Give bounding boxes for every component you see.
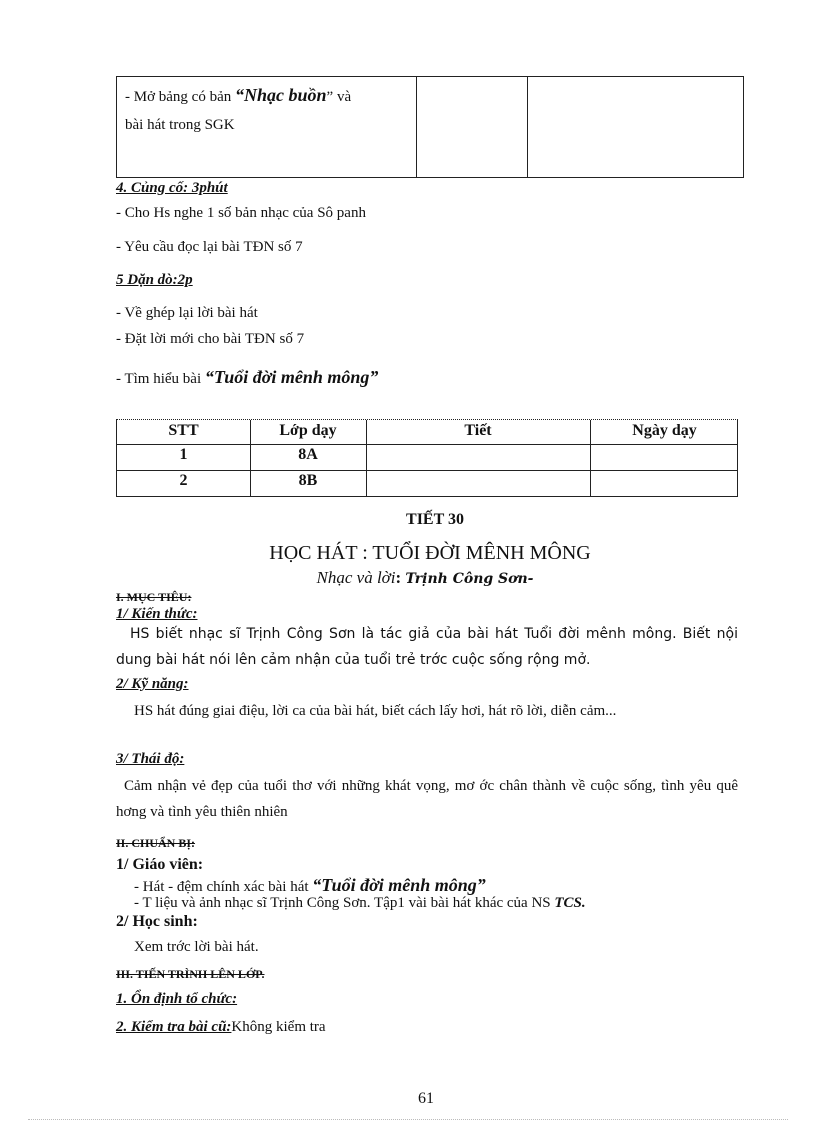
list-item: - Đặt lời mới cho bài TĐN số 7 [116, 331, 305, 347]
song-title: “Tuổi đời mênh mông” [204, 367, 379, 387]
section-5-heading: 5 Dặn dò:2p [116, 272, 193, 288]
footer-divider [28, 1119, 788, 1120]
table-header: Lớp dạy [279, 422, 337, 439]
student-heading: 2/ Học sinh: [116, 913, 198, 930]
objectives-heading: I. MỤC TIÊU: [116, 590, 192, 604]
teacher-item-text: - Hát - đệm chính xác bài hát [134, 879, 309, 895]
subtitle-text: : [395, 568, 402, 587]
skills-heading: 2/ Kỹ năng: [116, 676, 189, 692]
list-item-text: - Tìm hiểu bài [116, 371, 202, 387]
step-2-heading: 2. Kiểm tra bài cũ: [116, 1019, 232, 1035]
list-item: - Yêu cầu đọc lại bài TĐN số 7 [116, 239, 303, 255]
table-cell: 1 [179, 446, 188, 463]
table-cell [125, 81, 417, 139]
schedule-table [116, 419, 738, 497]
attitude-heading: 3/ Thái độ: [116, 751, 185, 767]
table-cell: 8A [298, 446, 318, 463]
row-divider [117, 444, 737, 445]
table-divider [527, 77, 528, 177]
process-heading: III. TIẾN TRÌNH LÊN LỚP. [116, 967, 265, 981]
top-table [116, 76, 744, 178]
table-header: Tiết [464, 422, 492, 439]
cell-text: bài hát trong SGK [125, 117, 235, 133]
preparation-heading: II. CHUẨN BỊ: [116, 836, 196, 850]
step-1-heading: 1. Ổn định tổ chức: [116, 991, 238, 1007]
knowledge-heading: 1/ Kiến thức: [116, 606, 198, 622]
list-item [116, 367, 378, 388]
step-2 [116, 1019, 326, 1036]
row-divider [117, 470, 737, 471]
skills-text: HS hát đúng giai điệu, lời ca của bài hát, biết cách lấy hơi, hát rõ lời, diễn cảm... [134, 703, 617, 719]
step-2-text: Không kiểm tra [231, 1019, 326, 1035]
table-cell: 2 [179, 472, 188, 489]
lesson-title: HỌC HÁT : TUỔI ĐỜI MÊNH MÔNG [269, 542, 591, 564]
student-text: Xem trớc lời bài hát. [134, 939, 259, 955]
subtitle-text: Nhạc và lời [316, 568, 396, 587]
author-name: Trịnh Công Sơn- [405, 571, 534, 587]
emphasis-text: TCS. [554, 895, 586, 911]
table-header: Ngày dạy [632, 422, 697, 439]
table-cell: 8B [298, 472, 318, 489]
list-item: - Về ghép lại lời bài hát [116, 305, 258, 321]
page-number: 61 [418, 1090, 434, 1107]
lesson-number: TIẾT 30 [406, 511, 464, 528]
section-4-heading: 4. Củng cố: 3phút [116, 180, 228, 196]
cell-text: ” và [326, 89, 352, 105]
cell-text: - Mở bảng có bản [125, 89, 232, 105]
teacher-item [134, 877, 486, 896]
lesson-subtitle [0, 568, 816, 588]
table-header: STT [168, 422, 199, 439]
teacher-heading: 1/ Giáo viên: [116, 856, 204, 873]
teacher-item [134, 895, 586, 912]
song-title: “Tuổi đời mênh mông” [312, 875, 486, 895]
song-title: “Nhạc buồn [235, 85, 327, 105]
attitude-text: Cảm nhận vẻ đẹp của tuổi thơ với những khát vọng, mơ ớc chân thành về cuộc sống, tình yêu quê hơng và tình yêu thiên nhiên [116, 778, 738, 820]
teacher-item-text: - T liệu và ảnh nhạc sĩ Trịnh Công Sơn. Tập1 vài bài hát khác của NS [134, 895, 551, 911]
list-item: - Cho Hs nghe 1 số bản nhạc của Sô panh [116, 205, 366, 221]
knowledge-text: HS biết nhạc sĩ Trịnh Công Sơn là tác giả của bài hát Tuổi đời mênh mông. Biết nội dung bài hát nói lên cảm nhận của tuổi trẻ trớc cuộc sống rộng mở. [116, 626, 738, 668]
